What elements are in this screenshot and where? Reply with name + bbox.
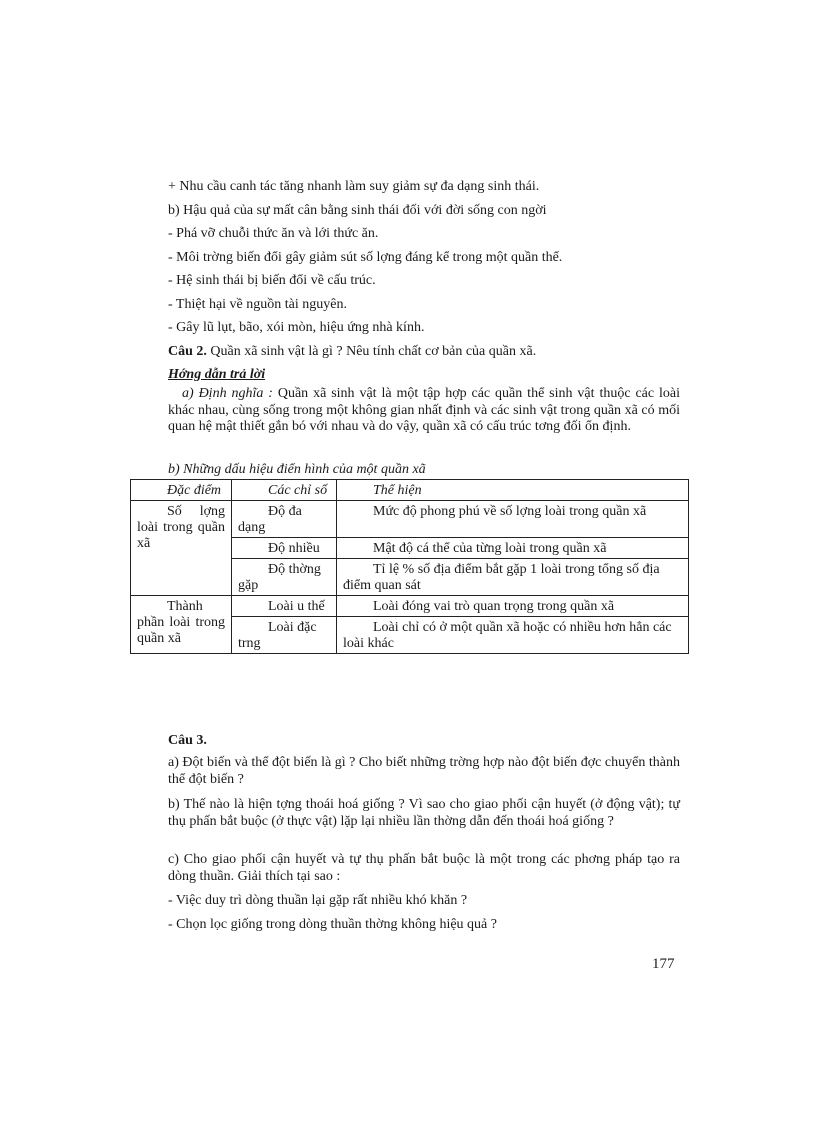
row-desc: Loài chỉ có ở một quần xã hoặc có nhiều hơn hẳn các loài khác — [337, 617, 689, 654]
question-3b: b) Thế nào là hiện tợng thoái hoá giống ? Vì sao cho giao phối cận huyết (ở động vật); tự thụ phấn bắt buộc (ở thực vật) lặp lại nhiều lần thờng dẫn đến thoái hoá giống ? — [168, 797, 680, 829]
row-desc: Loài đóng vai trò quan trọng trong quần xã — [337, 596, 689, 617]
text-line: - Gây lũ lụt, bão, xói mòn, hiệu ứng nhà kính. — [168, 320, 425, 335]
table-row — [131, 596, 689, 617]
header-feature: Đặc điểm — [131, 480, 232, 501]
question-3a: a) Đột biến và thể đột biến là gì ? Cho biết những trờng hợp nào đột biến đợc chuyển thành thể đột biến ? — [168, 755, 680, 787]
question-2 — [168, 343, 536, 360]
text-line: - Phá vỡ chuỗi thức ăn và lới thức ăn. — [168, 226, 379, 241]
row-index: Loài đặc trng — [232, 617, 337, 654]
table-row — [131, 501, 689, 538]
community-indicators-table — [130, 479, 689, 654]
text-line: b) Hậu quả của sự mất cân bằng sinh thái đối với đời sống con ngời — [168, 203, 547, 218]
definition-text: Quần xã sinh vật là một tập hợp các quần thể sinh vật thuộc các loài khác nhau, cùng sống trong một không gian nhất định và các sinh vật trong quần xã có mối quan hệ mật thiết gắn bó với nhau và do vậy, quần xã có cấu trúc tơng đối ổn định. — [168, 386, 681, 434]
question-3c: c) Cho giao phối cận huyết và tự thụ phấn bắt buộc là một trong các phơng pháp tạo ra dòng thuần. Giải thích tại sao : — [168, 852, 680, 884]
question-2-label: Câu 2. — [168, 344, 207, 359]
header-expression: Thể hiện — [337, 480, 689, 501]
header-index: Các chỉ số — [232, 480, 337, 501]
text-line: - Thiệt hại về nguồn tài nguyên. — [168, 297, 347, 312]
text-line: + Nhu cầu canh tác tăng nhanh làm suy giảm sự đa dạng sinh thái. — [168, 179, 540, 194]
row-index: Loài u thế — [232, 596, 337, 617]
row-desc: Mật độ cá thể của từng loài trong quần xã — [337, 538, 689, 559]
text-line: - Hệ sinh thái bị biến đổi về cấu trúc. — [168, 273, 376, 288]
row-desc: Mức độ phong phú về số lợng loài trong quần xã — [337, 501, 689, 538]
row-index: Độ thờng gặp — [232, 559, 337, 596]
question-3c-item: - Chọn lọc giống trong dòng thuần thờng không hiệu quả ? — [168, 917, 497, 932]
table-title: b) Những dấu hiệu điển hình của một quần xã — [168, 462, 426, 477]
page-number: 177 — [652, 956, 675, 972]
group-species-composition: Thành phần loài trong quần xã — [131, 596, 232, 654]
question-2-text: Quần xã sinh vật là gì ? Nêu tính chất cơ bản của quần xã. — [206, 344, 537, 359]
question-3c-item: - Việc duy trì dòng thuần lại gặp rất nhiều khó khăn ? — [168, 893, 468, 908]
group-species-count: Số lợng loài trong quần xã — [131, 501, 232, 596]
table-header-row — [131, 480, 689, 501]
row-index: Độ đa dạng — [232, 501, 337, 538]
definition-paragraph — [168, 386, 680, 436]
text-line: - Môi trờng biến đổi gây giảm sút số lợng đáng kể trong một quần thể. — [168, 250, 563, 265]
definition-label: a) Định nghĩa : — [182, 386, 273, 401]
row-index: Độ nhiều — [232, 538, 337, 559]
question-3-label: Câu 3. — [168, 733, 207, 748]
answer-guide-heading: Hớng dẫn trả lời — [168, 367, 266, 382]
row-desc: Tỉ lệ % số địa điểm bắt gặp 1 loài trong tổng số địa điểm quan sát — [337, 559, 689, 596]
